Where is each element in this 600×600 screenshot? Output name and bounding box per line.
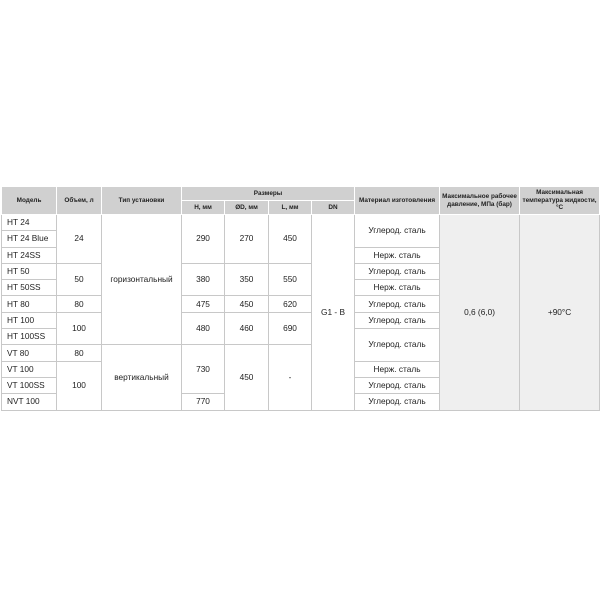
material-cell: Углерод. сталь bbox=[355, 312, 440, 328]
l-cell: 550 bbox=[269, 263, 312, 296]
material-cell: Углерод. сталь bbox=[355, 329, 440, 362]
install-type-cell: горизонтальный bbox=[102, 215, 182, 345]
l-cell: 690 bbox=[269, 312, 312, 345]
d-cell: 460 bbox=[225, 312, 269, 345]
header-d: ØD, мм bbox=[225, 201, 269, 215]
model-cell: HT 80 bbox=[2, 296, 57, 312]
l-cell: - bbox=[269, 345, 312, 410]
model-cell: VT 100SS bbox=[2, 377, 57, 393]
h-cell: 730 bbox=[182, 345, 225, 394]
h-cell: 475 bbox=[182, 296, 225, 312]
model-cell: NVT 100 bbox=[2, 394, 57, 410]
header-model: Модель bbox=[2, 187, 57, 215]
material-cell: Нерж. сталь bbox=[355, 280, 440, 296]
dn-cell: G1 - B bbox=[312, 215, 355, 411]
header-l: L, мм bbox=[269, 201, 312, 215]
l-cell: 450 bbox=[269, 215, 312, 264]
d-cell: 350 bbox=[225, 263, 269, 296]
header-pressure: Максимальное рабочее давление, МПа (бар) bbox=[440, 187, 520, 215]
h-cell: 380 bbox=[182, 263, 225, 296]
material-cell: Углерод. сталь bbox=[355, 296, 440, 312]
material-cell: Углерод. сталь bbox=[355, 263, 440, 279]
model-cell: HT 50SS bbox=[2, 280, 57, 296]
model-cell: HT 24 Blue bbox=[2, 231, 57, 247]
d-cell: 450 bbox=[225, 296, 269, 312]
header-material: Материал изготовления bbox=[355, 187, 440, 215]
h-cell: 290 bbox=[182, 215, 225, 264]
temperature-cell: +90°С bbox=[520, 215, 600, 411]
volume-cell: 80 bbox=[57, 345, 102, 361]
volume-cell: 24 bbox=[57, 215, 102, 264]
header-dn: DN bbox=[312, 201, 355, 215]
header-temperature: Максимальная температура жидкости, °С bbox=[520, 187, 600, 215]
d-cell: 450 bbox=[225, 345, 269, 410]
volume-cell: 50 bbox=[57, 263, 102, 296]
material-cell: Нерж. сталь bbox=[355, 361, 440, 377]
install-type-cell: вертикальный bbox=[102, 345, 182, 410]
model-cell: VT 100 bbox=[2, 361, 57, 377]
model-cell: HT 24 bbox=[2, 215, 57, 231]
material-cell: Углерод. сталь bbox=[355, 215, 440, 248]
specs-table bbox=[1, 186, 600, 411]
material-cell: Углерод. сталь bbox=[355, 377, 440, 393]
header-dimensions: Размеры bbox=[182, 187, 355, 201]
material-cell: Углерод. сталь bbox=[355, 394, 440, 410]
l-cell: 620 bbox=[269, 296, 312, 312]
header-h: H, мм bbox=[182, 201, 225, 215]
model-cell: HT 24SS bbox=[2, 247, 57, 263]
h-cell: 770 bbox=[182, 394, 225, 410]
header-install-type: Тип установки bbox=[102, 187, 182, 215]
volume-cell: 100 bbox=[57, 312, 102, 345]
h-cell: 480 bbox=[182, 312, 225, 345]
model-cell: HT 100 bbox=[2, 312, 57, 328]
d-cell: 270 bbox=[225, 215, 269, 264]
model-cell: HT 50 bbox=[2, 263, 57, 279]
volume-cell: 80 bbox=[57, 296, 102, 312]
volume-cell: 100 bbox=[57, 361, 102, 410]
model-cell: VT 80 bbox=[2, 345, 57, 361]
material-cell: Нерж. сталь bbox=[355, 247, 440, 263]
model-cell: HT 100SS bbox=[2, 329, 57, 345]
header-volume: Объем, л bbox=[57, 187, 102, 215]
pressure-cell: 0,6 (6,0) bbox=[440, 215, 520, 411]
specs-table-wrapper bbox=[1, 186, 599, 411]
